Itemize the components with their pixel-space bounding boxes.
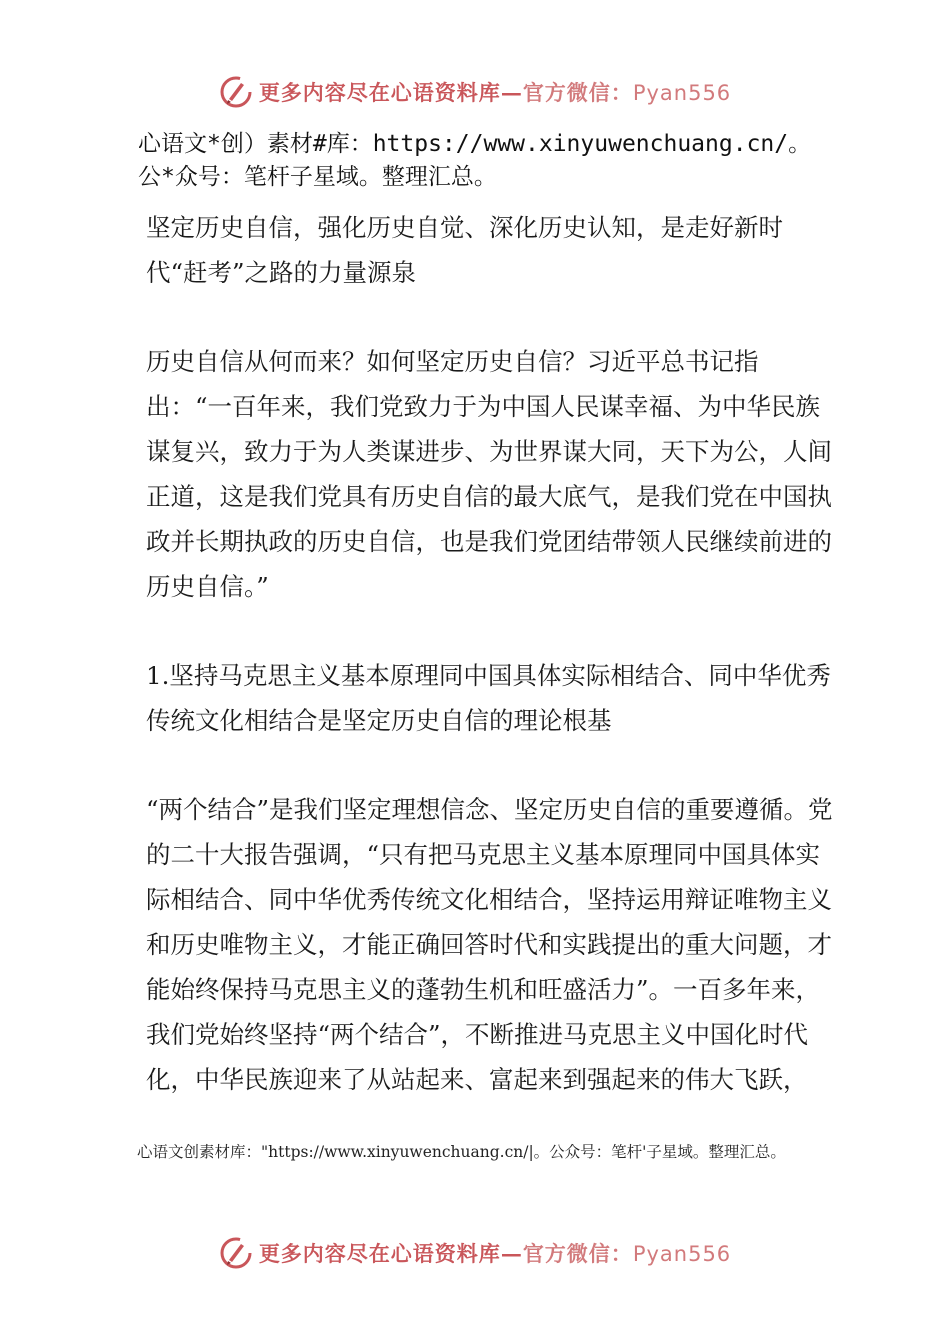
banner-dash: —: [500, 1241, 523, 1266]
banner-wechat-handle: Pyan556: [632, 1242, 732, 1266]
banner-text: [259, 1238, 731, 1268]
header-note-line2: 公*众号：笔杆子星域。整理汇总。: [138, 164, 497, 190]
paragraph-1: 历史自信从何而来？如何坚定历史自信？习近平总书记指出：“一百年来，我们党致力于为中国人民谋幸福、为中华民族谋复兴，致力于为人类谋进步、为世界谋大同，天下为公，人间正道，这是我们党具有历史自信的最大底气，是我们党在中国执政并长期执政的历史自信，也是我们党团结带领人民继续前进的历史自信。”: [146, 347, 832, 601]
banner-dash: —: [500, 80, 523, 105]
banner-wechat-handle: Pyan556: [632, 81, 732, 105]
brush-seal-logo-icon: [219, 75, 253, 109]
banner-main-text: 更多内容尽在心语资料库: [258, 1241, 501, 1266]
top-banner: [0, 72, 950, 112]
article-body: [146, 205, 836, 1102]
banner-text: [259, 77, 731, 107]
section-heading-1: 1.坚持马克思主义基本原理同中国具体实际相结合、同中华优秀传统文化相结合是坚定历史自信的理论根基: [146, 661, 831, 735]
brush-seal-logo-icon: [219, 1236, 253, 1270]
banner-main-text: 更多内容尽在心语资料库: [258, 80, 501, 105]
banner-wechat-label: 官方微信：: [522, 80, 633, 105]
paragraph-2: “两个结合”是我们坚定理想信念、坚定历史自信的重要遵循。党的二十大报告强调，“只有把马克思主义基本原理同中国具体实际相结合、同中华优秀传统文化相结合，坚持运用辩证唯物主义和历史唯物主义，才能正确回答时代和实践提出的重大问题，才能始终保持马克思主义的蓬勃生机和旺盛活力”。一百多年来，我们党始终坚持“两个结合”，不断推进马克思主义中国化时代化，中华民族迎来了从站起来、富起来到强起来的伟大飞跃，: [146, 795, 833, 1094]
footer-note: 心语文创素材库："https://www.xinyuwenchuang.cn/|。公众号：笔杆'子星域。整理汇总。: [137, 1143, 786, 1161]
article-title: 坚定历史自信，强化历史自觉、深化历史认知，是走好新时代“赶考”之路的力量源泉: [146, 213, 783, 287]
header-note: [138, 128, 938, 194]
header-note-line1: 心语文*创）素材#库：https://www.xinyuwenchuang.cn/。: [138, 131, 812, 157]
bottom-banner: [0, 1233, 950, 1273]
banner-wechat-label: 官方微信：: [522, 1241, 633, 1266]
